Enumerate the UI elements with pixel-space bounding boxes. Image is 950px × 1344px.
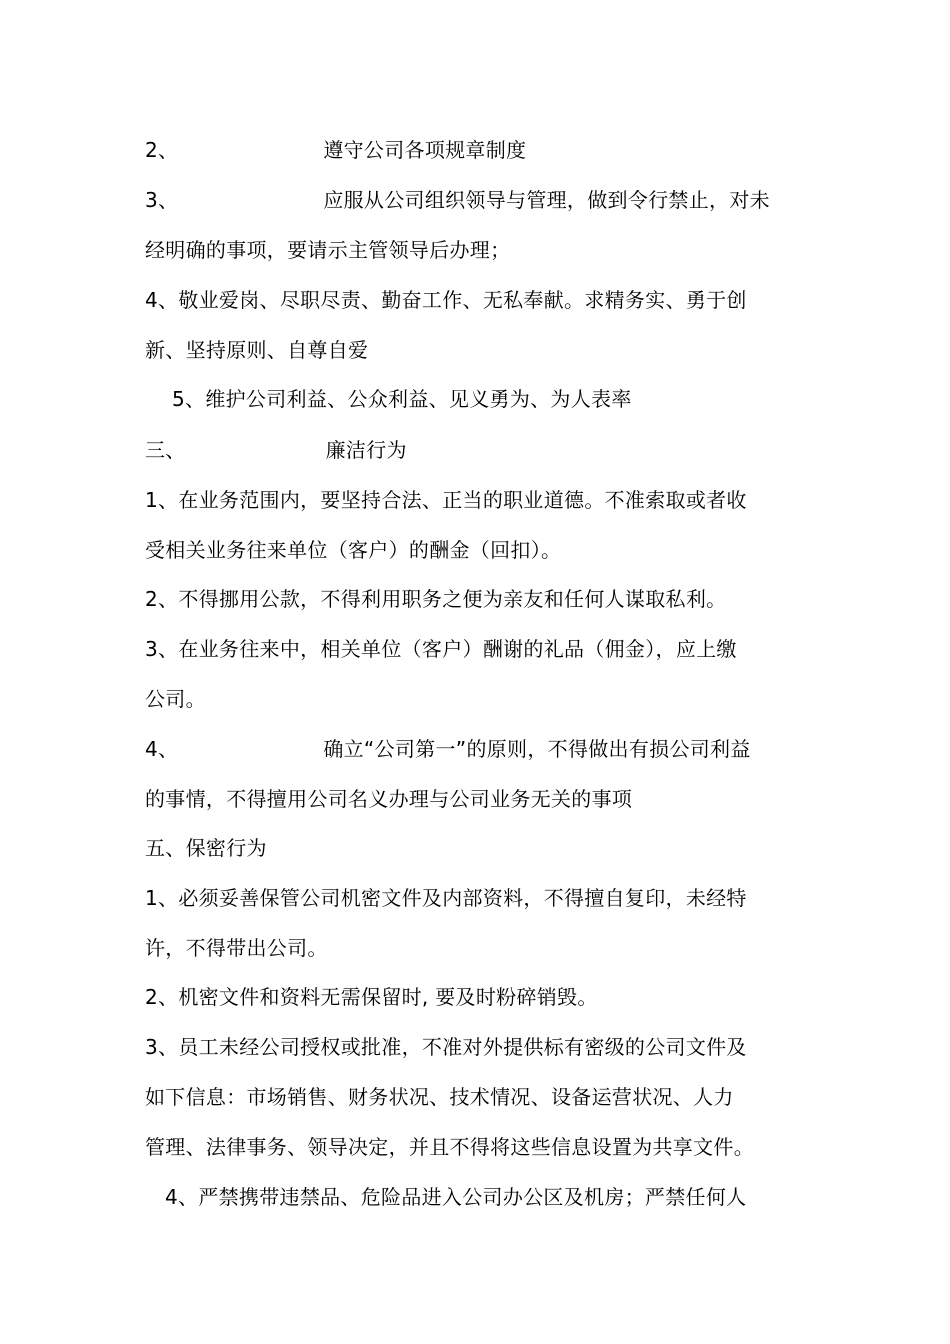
rule-3-line [145, 188, 770, 212]
rule-2-line [145, 138, 526, 162]
text-line: 5、维护公司利益、公众利益、见义勇为、为人表率 [172, 387, 632, 411]
item-number: 4、 [145, 737, 179, 761]
text-line: 的事情，不得擅用公司名义办理与公司业务无关的事项 [145, 787, 633, 811]
text-line: 3、在业务往来中，相关单位（客户）酬谢的礼品（佣金），应上缴 [145, 637, 737, 661]
item-text: 应服从公司组织领导与管理，做到令行禁止，对未 [323, 188, 770, 212]
item-text: 确立“公司第一”的原则，不得做出有损公司利益 [323, 737, 751, 761]
text-line: 新、坚持原则、自尊自爱 [145, 338, 369, 362]
section-heading-integrity [145, 438, 407, 462]
text-line: 2、不得挪用公款，不得利用职务之便为亲友和任何人谋取私利。 [145, 587, 727, 611]
rule-4-line [145, 737, 751, 761]
text-line: 4、敬业爱岗、尽职尽责、勤奋工作、无私奉献。求精务实、勇于创 [145, 288, 747, 312]
text-line: 4、严禁携带违禁品、危险品进入公司办公区及机房；严禁任何人 [165, 1185, 747, 1209]
section-number: 三、 [145, 438, 186, 462]
section-heading-confidentiality: 五、保密行为 [145, 836, 267, 860]
item-number: 2、 [145, 138, 179, 162]
text-line: 公司。 [145, 687, 206, 711]
text-line: 许，不得带出公司。 [145, 936, 328, 960]
text-line: 1、必须妥善保管公司机密文件及内部资料，不得擅自复印，未经特 [145, 886, 747, 910]
text-line: 管理、法律事务、领导决定，并且不得将这些信息设置为共享文件。 [145, 1135, 754, 1159]
text-line: 受相关业务往来单位（客户）的酬金（回扣）。 [145, 538, 562, 562]
text-line: 1、在业务范围内，要坚持合法、正当的职业道德。不准索取或者收 [145, 488, 747, 512]
item-text: 遵守公司各项规章制度 [323, 138, 527, 162]
text-line: 2、机密文件和资料无需保留时, 要及时粉碎销毁。 [145, 985, 598, 1009]
text-line: 3、员工未经公司授权或批准，不准对外提供标有密级的公司文件及 [145, 1035, 747, 1059]
text-line: 如下信息：市场销售、财务状况、技术情况、设备运营状况、人力 [145, 1085, 734, 1109]
item-number: 3、 [145, 188, 179, 212]
text-line: 经明确的事项，要请示主管领导后办理； [145, 238, 511, 262]
section-title: 廉洁行为 [325, 438, 407, 462]
